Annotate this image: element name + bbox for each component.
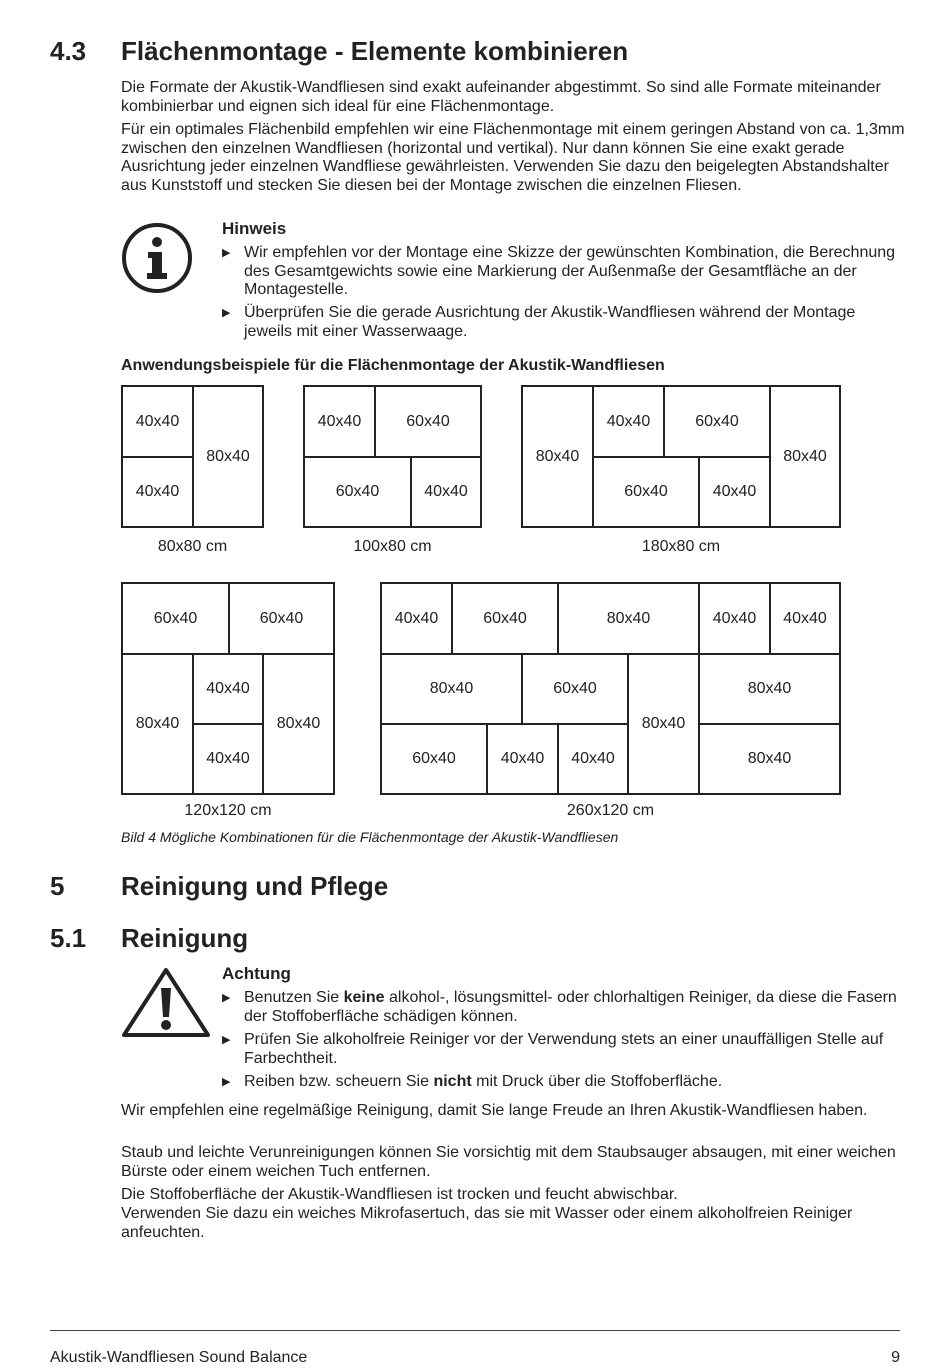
tile: 60x40	[303, 456, 412, 528]
figure-caption: Bild 4 Mögliche Kombinationen für die Flächenmontage der Akustik-Wandfliesen	[121, 829, 619, 845]
tile: 60x40	[380, 723, 488, 795]
tile: 60x40	[521, 653, 629, 725]
tile: 80x40	[380, 653, 523, 725]
warning-icon	[121, 966, 211, 1038]
bullet-arrow-icon: ▶	[222, 247, 231, 259]
dimension-label: 180x80 cm	[641, 538, 721, 555]
list-item: ▶ Benutzen Sie keine alkohol-, lösungsmittel- oder chlorhaltigen Reiniger, da diese die Fasern der Stoffoberfläche schädigen können.	[222, 989, 897, 1025]
tile: 40x40	[698, 456, 771, 528]
tile: 40x40	[486, 723, 559, 795]
tile: 60x40	[228, 582, 335, 655]
tile: 60x40	[374, 385, 482, 458]
tile: 40x40	[121, 385, 194, 458]
tile: 80x40	[262, 653, 335, 795]
tile: 80x40	[698, 653, 841, 725]
footer-divider	[50, 1330, 900, 1331]
tile: 80x40	[121, 653, 194, 795]
info-icon	[121, 222, 193, 294]
tile: 60x40	[451, 582, 559, 655]
tile: 80x40	[557, 582, 700, 655]
paragraph: Wir empfehlen eine regelmäßige Reinigung, damit Sie lange Freude an Ihren Akustik-Wandfliesen haben.	[121, 1102, 868, 1119]
dimension-label: 80x80 cm	[157, 538, 228, 555]
section-title: Flächenmontage - Elemente kombinieren	[121, 36, 629, 66]
tile: 60x40	[592, 456, 700, 528]
page-number: 9	[891, 1349, 900, 1366]
section-number: 4.3	[50, 36, 87, 66]
tile: 40x40	[192, 723, 264, 795]
tile: 60x40	[663, 385, 771, 458]
bullet-arrow-icon: ▶	[222, 307, 231, 319]
tile: 40x40	[380, 582, 453, 655]
bullet-arrow-icon: ▶	[222, 1076, 231, 1088]
dimension-label: 260x120 cm	[566, 802, 655, 819]
tile: 40x40	[769, 582, 841, 655]
paragraph: Die Stoffoberfläche der Akustik-Wandfliesen ist trocken und feucht abwischbar.	[121, 1186, 678, 1203]
bullet-arrow-icon: ▶	[222, 1034, 231, 1046]
tile: 80x40	[521, 385, 594, 528]
list-item: ▶ Wir empfehlen vor der Montage eine Skizze der gewünschten Kombination, die Berechnung des Gesamtgewichts sowie eine Markierung der Außenmaße der Gesamtfläche an der Montagestelle.	[222, 244, 896, 299]
tile: 80x40	[627, 653, 700, 795]
list-item: ▶ Überprüfen Sie die gerade Ausrichtung der Akustik-Wandfliesen während der Montage jeweils mit einer Wasserwaage.	[222, 304, 856, 340]
tile: 40x40	[698, 582, 771, 655]
section-number: 5	[50, 871, 65, 901]
warning-title: Achtung	[222, 964, 291, 983]
tile: 80x40	[698, 723, 841, 795]
tile: 60x40	[121, 582, 230, 655]
note-title: Hinweis	[222, 219, 287, 238]
section-number: 5.1	[50, 923, 87, 953]
tile: 40x40	[192, 653, 264, 725]
footer-product: Akustik-Wandfliesen Sound Balance	[50, 1349, 308, 1366]
list-item: ▶ Prüfen Sie alkoholfreie Reiniger vor der Verwendung stets an einer unauffälligen Stelle auf Farbechtheit.	[222, 1031, 884, 1067]
dimension-label: 100x80 cm	[353, 538, 432, 555]
tile: 80x40	[192, 385, 264, 528]
section-title: Reinigung und Pflege	[121, 871, 389, 901]
tile: 40x40	[303, 385, 376, 458]
tile: 40x40	[592, 385, 665, 458]
tile: 40x40	[121, 456, 194, 528]
paragraph: Verwenden Sie dazu ein weiches Mikrofasertuch, das sie mit Wasser oder einem alkoholfreien Reiniger anfeuchten.	[121, 1205, 853, 1241]
section-title: Reinigung	[121, 923, 249, 953]
bullet-arrow-icon: ▶	[222, 992, 231, 1004]
tile: 80x40	[769, 385, 841, 528]
dimension-label: 120x120 cm	[184, 802, 272, 819]
tile: 40x40	[410, 456, 482, 528]
list-item: ▶ Reiben bzw. scheuern Sie nicht mit Druck über die Stoffoberfläche.	[222, 1073, 723, 1090]
paragraph: Die Formate der Akustik-Wandfliesen sind exakt aufeinander abgestimmt. So sind alle Formate miteinander kombinierbar und eignen sich ideal für eine Flächenmontage.	[121, 79, 881, 115]
examples-heading: Anwendungsbeispiele für die Flächenmontage der Akustik-Wandfliesen	[121, 357, 665, 374]
tile: 40x40	[557, 723, 629, 795]
paragraph: Für ein optimales Flächenbild empfehlen wir eine Flächenmontage mit einem geringen Abstand von ca. 1,3mm zwischen den einzelnen Wandfliesen (horizontal und vertikal). Nur dann können Sie eine exakt gerade Ausrichtung jeder einzelnen Wandfliese gewährleisten. Verwenden Sie dazu den beigelegten Abstandshalter aus Kunststoff und stecken Sie diesen bei der Montage zwischen die einzelnen Fliesen.	[121, 121, 905, 194]
paragraph: Staub und leichte Verunreinigungen können Sie vorsichtig mit dem Staubsauger absaugen, mit einer weichen Bürste oder einem weichen Tuch entfernen.	[121, 1144, 896, 1180]
